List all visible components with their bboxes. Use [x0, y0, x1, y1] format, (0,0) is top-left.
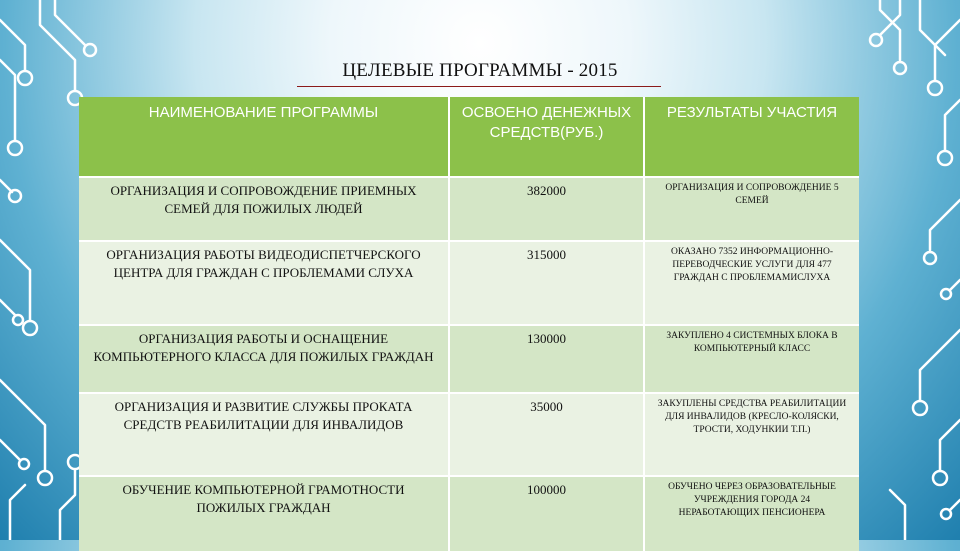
result-cell: ЗАКУПЛЕНЫ СРЕДСТВА РЕАБИЛИТАЦИИ ДЛЯ ИНВАЛИДОВ (КРЕСЛО-КОЛЯСКИ, ТРОСТИ, ХОДУНКИИ Т.П.): [644, 393, 859, 476]
program-name-cell: ОРГАНИЗАЦИЯ И РАЗВИТИЕ СЛУЖБЫ ПРОКАТА СРЕДСТВ РЕАБИЛИТАЦИИ ДЛЯ ИНВАЛИДОВ: [79, 393, 449, 476]
program-name-cell: ОБУЧЕНИЕ КОМПЬЮТЕРНОЙ ГРАМОТНОСТИ ПОЖИЛЫХ ГРАЖДАН: [79, 476, 449, 551]
program-name-cell: ОРГАНИЗАЦИЯ РАБОТЫ И ОСНАЩЕНИЕ КОМПЬЮТЕРНОГО КЛАССА ДЛЯ ПОЖИЛЫХ ГРАЖДАН: [79, 325, 449, 393]
table-row: [79, 177, 859, 241]
amount-cell: 130000: [449, 325, 644, 393]
amount-cell: 315000: [449, 241, 644, 325]
amount-cell: 35000: [449, 393, 644, 476]
slide-title: ЦЕЛЕВЫЕ ПРОГРАММЫ - 2015: [342, 60, 618, 81]
result-cell: ЗАКУПЛЕНО 4 СИСТЕМНЫХ БЛОКА В КОМПЬЮТЕРНЫЙ КЛАСС: [644, 325, 859, 393]
amount-cell: 100000: [449, 476, 644, 551]
table-row: [79, 393, 859, 476]
title-underline: [297, 86, 661, 87]
result-cell: ОРГАНИЗАЦИЯ И СОПРОВОЖДЕНИЕ 5 СЕМЕЙ: [644, 177, 859, 241]
header-result: РЕЗУЛЬТАТЫ УЧАСТИЯ: [644, 97, 859, 177]
programs-table: [79, 97, 859, 551]
program-name-cell: ОРГАНИЗАЦИЯ РАБОТЫ ВИДЕОДИСПЕТЧЕРСКОГО ЦЕНТРА ДЛЯ ГРАЖДАН С ПРОБЛЕМАМИ СЛУХА: [79, 241, 449, 325]
result-cell: ОБУЧЕНО ЧЕРЕЗ ОБРАЗОВАТЕЛЬНЫЕ УЧРЕЖДЕНИЯ ГОРОДА 24 НЕРАБОТАЮЩИХ ПЕНСИОНЕРА: [644, 476, 859, 551]
program-name-cell: ОРГАНИЗАЦИЯ И СОПРОВОЖДЕНИЕ ПРИЕМНЫХ СЕМЕЙ ДЛЯ ПОЖИЛЫХ ЛЮДЕЙ: [79, 177, 449, 241]
header-amount: ОСВОЕНО ДЕНЕЖНЫХ СРЕДСТВ(РУБ.): [449, 97, 644, 177]
table-header-row: [79, 97, 859, 177]
table-row: [79, 325, 859, 393]
header-program-name: НАИМЕНОВАНИЕ ПРОГРАММЫ: [79, 97, 449, 177]
result-cell: ОКАЗАНО 7352 ИНФОРМАЦИОННО-ПЕРЕВОДЧЕСКИЕ УСЛУГИ ДЛЯ 477 ГРАЖДАН С ПРОБЛЕМАМИСЛУХА: [644, 241, 859, 325]
table-row: [79, 241, 859, 325]
amount-cell: 382000: [449, 177, 644, 241]
